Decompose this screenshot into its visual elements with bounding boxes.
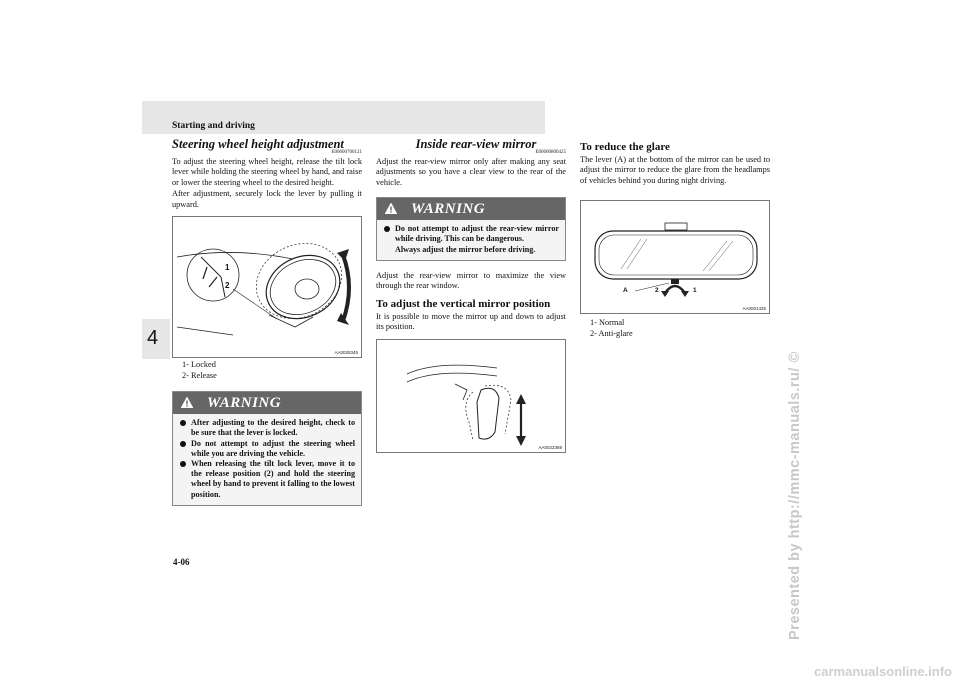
bullet-icon [180, 441, 186, 447]
steering-para-2: After adjustment, securely lock the lever by pulling it upward. [172, 189, 362, 209]
section-header-title: Starting and driving [172, 121, 255, 131]
steering-title: Steering wheel height adjustment [172, 137, 344, 151]
warning-item [179, 439, 355, 459]
mirror-para-2: Adjust the rear-view mirror to maximize the view through the rear window. [376, 270, 566, 291]
mirror-warning-box [376, 197, 566, 261]
vertical-position-para: It is possible to move the mirror up and down to adjust its position. [376, 311, 566, 332]
bullet-icon [384, 226, 390, 232]
glare-title: To reduce the glare [580, 141, 670, 153]
warning-text: Do not attempt to adjust the steering wheel while you are driving the vehicle. [191, 438, 355, 458]
warning-header [377, 198, 565, 220]
warning-text: After adjusting to the desired height, check to be sure that the lever is locked. [191, 418, 355, 438]
steering-image-code: AA0028345 [334, 350, 358, 356]
caption-locked: 1- Locked [182, 360, 216, 370]
warning-text: When releasing the tilt lock lever, move it to the release position (2) and hold the steering wheel by hand to prevent it falling to the lowest position. [191, 459, 355, 499]
vertical-image-code: AA0022369 [538, 445, 562, 451]
warning-body [377, 220, 565, 260]
mirror-section [376, 137, 566, 453]
glare-mirror-illustration [581, 201, 770, 314]
glare-para: The lever (A) at the bottom of the mirror can be used to adjust the mirror to reduce the glare from the headlamps of vehicles behind you during night driving. [580, 155, 770, 185]
caption-normal: 1- Normal [590, 318, 625, 328]
label-1: 1 [693, 287, 697, 295]
glare-figure [580, 200, 770, 314]
glare-image-code: AA0001425 [742, 306, 766, 312]
mirror-title: Inside rear-view mirror [415, 137, 537, 151]
label-2: 2 [655, 287, 659, 295]
warning-text: Do not attempt to adjust the rear-view mirror while driving. This can be dangerous. [395, 224, 559, 244]
warning-label: WARNING [207, 395, 282, 412]
steering-caption-list [172, 360, 362, 381]
side-watermark: Presented by http://mmc-manuals.ru/ © [787, 351, 803, 640]
warning-triangle-icon [385, 203, 397, 214]
warning-label: WARNING [411, 201, 486, 218]
steering-section [172, 137, 362, 506]
callout-2: 2 [225, 281, 230, 291]
vertical-mirror-figure [376, 339, 566, 453]
warning-body [173, 414, 361, 505]
caption-anti-glare: 2- Anti-glare [590, 328, 633, 338]
vertical-mirror-illustration [377, 340, 566, 453]
steering-warning-box [172, 391, 362, 506]
warning-item [383, 224, 559, 255]
warning-item [179, 459, 355, 500]
steering-para-1: To adjust the steering wheel height, release the tilt lock lever while holding the steering wheel by hand, and raise or lower the steering wheel to the desired height. [172, 157, 362, 187]
glare-section [580, 137, 770, 339]
warning-header [173, 392, 361, 414]
bottom-watermark: carmanualsonline.info [814, 664, 952, 679]
label-a: A [623, 287, 628, 295]
mirror-para-1: Adjust the rear-view mirror only after making any seat adjustments so you have a clear view to the rear of the vehicle. [376, 157, 566, 187]
caption-release: 2- Release [182, 370, 217, 380]
warning-triangle-icon [181, 397, 193, 408]
warning-item [179, 418, 355, 438]
chapter-number: 4 [147, 327, 159, 349]
steering-wheel-illustration [173, 217, 362, 358]
glare-caption-list [580, 318, 770, 339]
warning-text-2: Always adjust the mirror before driving. [395, 244, 536, 254]
vertical-position-title: To adjust the vertical mirror position [376, 297, 551, 310]
steering-ref-code: E00600700121 [331, 150, 362, 155]
mirror-ref-code: E00600800425 [535, 150, 566, 155]
page-number: 4-06 [173, 557, 190, 567]
steering-figure [172, 216, 362, 358]
bullet-icon [180, 420, 186, 426]
callout-1: 1 [225, 263, 230, 273]
bullet-icon [180, 461, 186, 467]
